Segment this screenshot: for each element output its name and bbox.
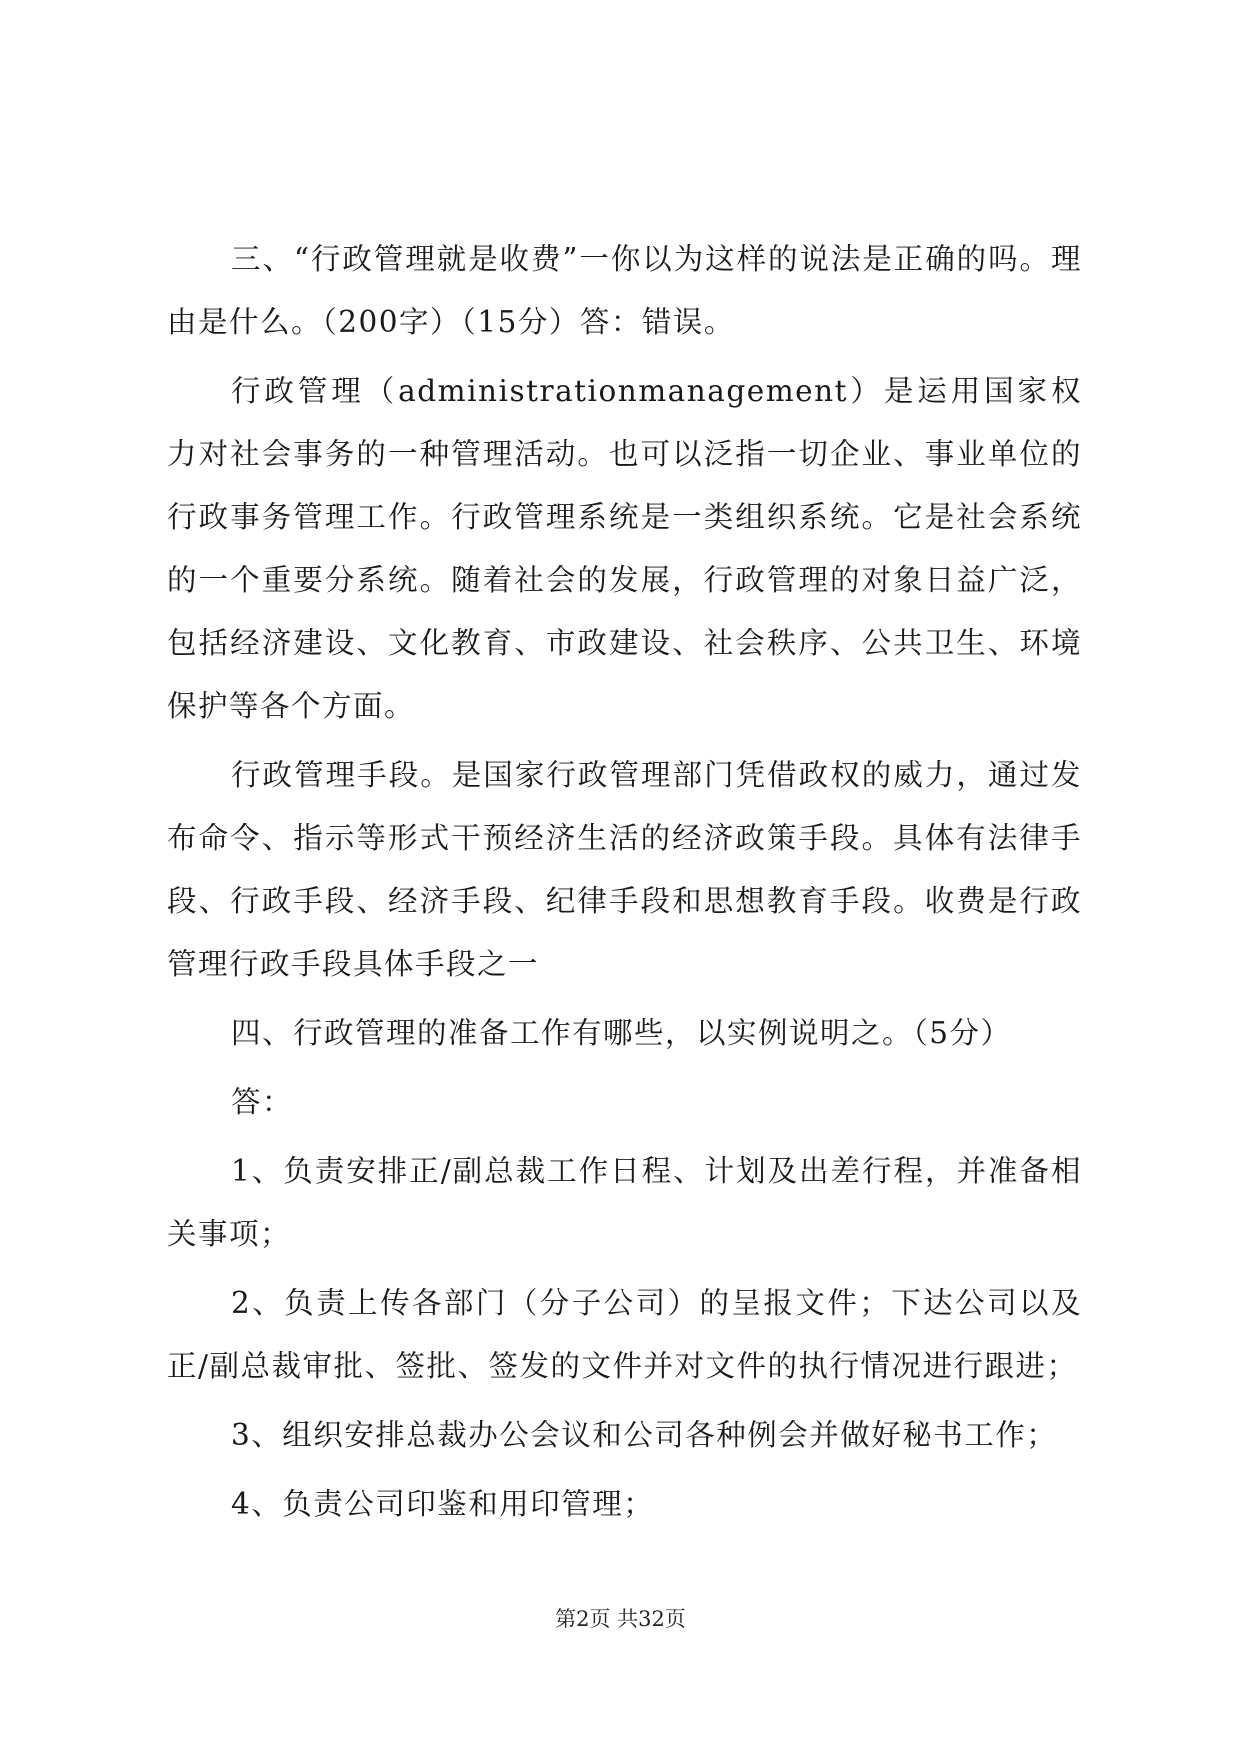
list-item-2: 2、负责上传各部门（分子公司）的呈报文件；下达公司以及正/副总裁审批、签批、签发的文件并对文件的执行情况进行跟进；: [167, 1286, 1082, 1383]
paragraph-means: 行政管理手段。是国家行政管理部门凭借政权的威力，通过发布命令、指示等形式干预经济生活的经济政策手段。具体有法律手段、行政手段、经济手段、纪律手段和思想教育手段。收费是行政管理行政手段具体手段之一: [167, 758, 1082, 981]
list-item-1: 1、负责安排正/副总裁工作日程、计划及出差行程，并准备相关事项；: [167, 1154, 1082, 1251]
list-item-4: 4、负责公司印鉴和用印管理；: [231, 1487, 655, 1521]
paragraph-definition: 行政管理（administrationmanagement）是运用国家权力对社会事务的一种管理活动。也可以泛指一切企业、事业单位的行政事务管理工作。行政管理系统是一类组织系统。它是社会系统的一个重要分系统。随着社会的发展，行政管理的对象日益广泛，包括经济建设、文化教育、市政建设、社会秩序、公共卫生、环境保护等各个方面。: [167, 374, 1082, 723]
document-body: [167, 228, 1082, 1542]
paragraph-question-4: 四、行政管理的准备工作有哪些，以实例说明之。（5分）: [231, 1016, 1012, 1050]
paragraph-answer-label: 答：: [231, 1085, 294, 1119]
list-item-3: 3、组织安排总裁办公会议和公司各种例会并做好秘书工作；: [231, 1418, 1058, 1452]
paragraph-question-3: 三、“行政管理就是收费”一你以为这样的说法是正确的吗。理由是什么。（200字）（15分）答：错误。: [167, 242, 1082, 339]
page-number-label: 第2页 共32页: [555, 1607, 686, 1631]
page-footer: [0, 1604, 1241, 1634]
